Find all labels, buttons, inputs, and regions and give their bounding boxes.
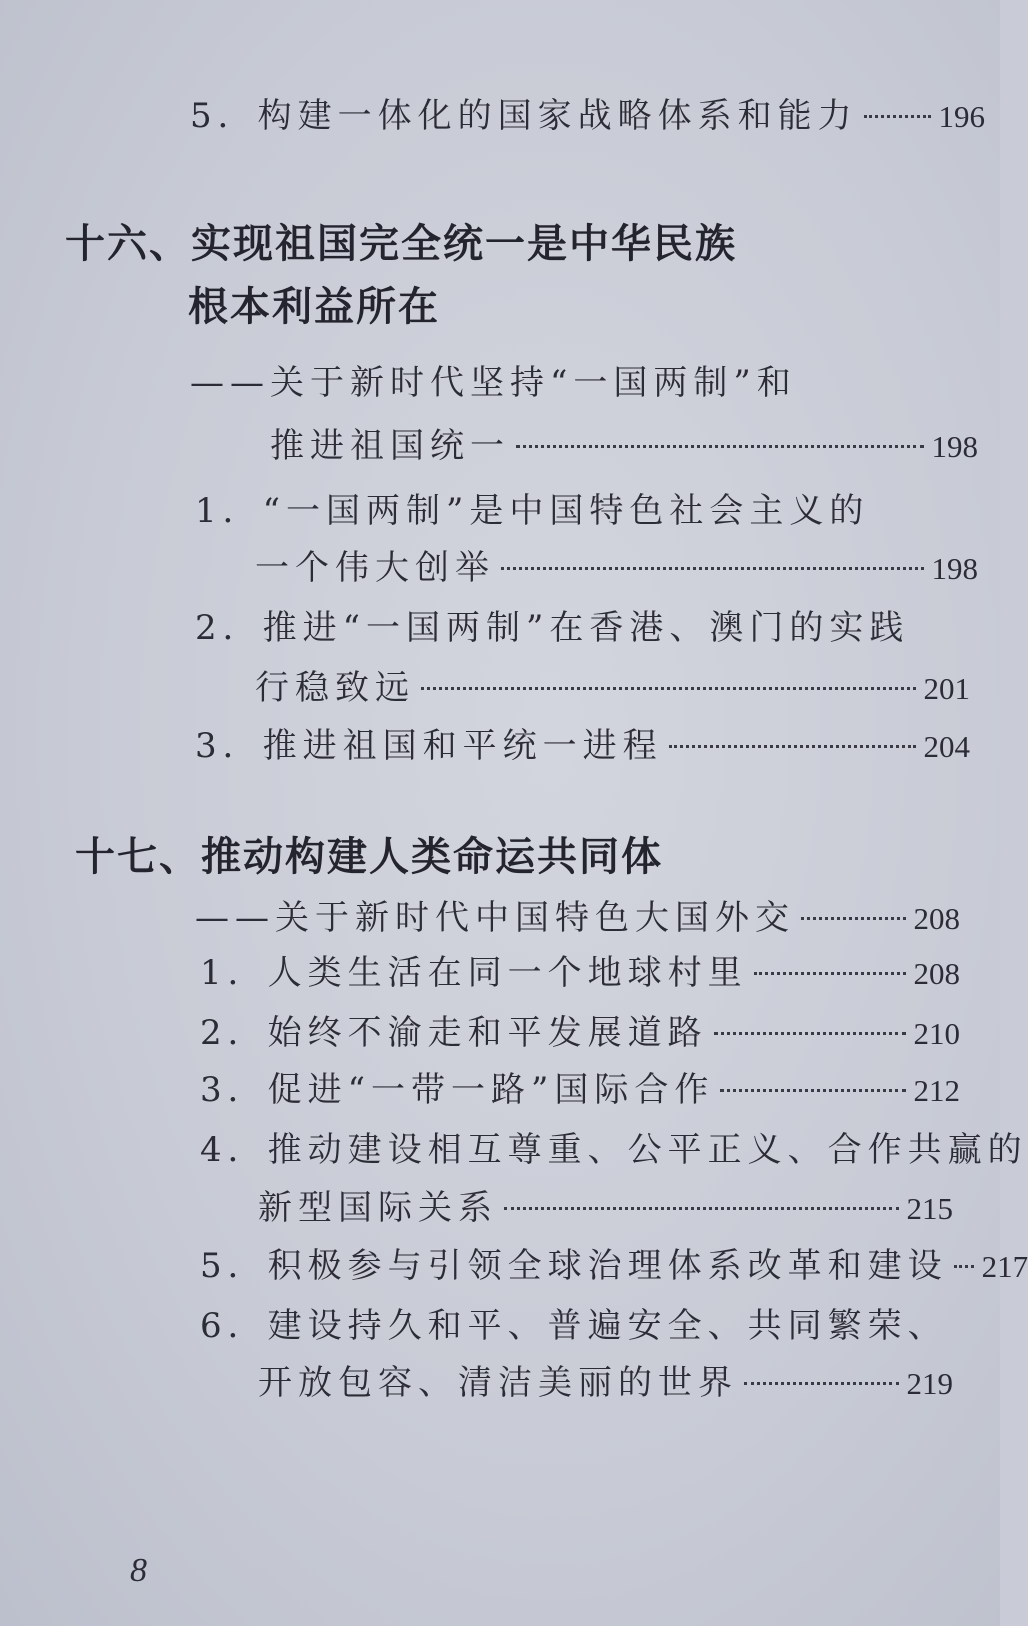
dot-leader bbox=[501, 567, 924, 570]
chapter-subtitle-line: 推进祖国统一 bbox=[270, 426, 510, 466]
chapter-title-line[interactable]: 十七、推动构建人类命运共同体 bbox=[75, 834, 663, 880]
toc-page-number: 196 bbox=[938, 99, 985, 134]
toc-entry[interactable] bbox=[200, 1062, 960, 1111]
toc-entry-title: 开放包容、清洁美丽的世界 bbox=[258, 1363, 738, 1403]
toc-entry[interactable] bbox=[190, 88, 985, 137]
toc-entry[interactable] bbox=[258, 1180, 953, 1229]
toc-entry[interactable] bbox=[200, 945, 960, 994]
dot-leader bbox=[421, 687, 916, 690]
toc-entry[interactable] bbox=[270, 418, 978, 467]
chapter-subtitle-line: ——关于新时代中国特色大国外交 bbox=[195, 898, 795, 938]
dot-leader bbox=[864, 115, 931, 118]
toc-entry-title: 3．推进祖国和平统一进程 bbox=[195, 726, 663, 766]
toc-entry-title: 5．积极参与引领全球治理体系改革和建设 bbox=[200, 1246, 948, 1286]
toc-entry-title[interactable]: 2．推进“一国两制”在香港、澳门的实践 bbox=[195, 608, 910, 648]
toc-entry-title[interactable]: 6．建设持久和平、普遍安全、共同繁荣、 bbox=[200, 1306, 948, 1346]
toc-entry-title: 3．促进“一带一路”国际合作 bbox=[200, 1070, 715, 1110]
toc-entry-title: 行稳致远 bbox=[255, 668, 415, 708]
toc-page-number: 212 bbox=[913, 1073, 960, 1108]
dot-leader bbox=[504, 1207, 899, 1210]
page-folio: 8 bbox=[130, 1552, 147, 1589]
toc-entry[interactable] bbox=[200, 1238, 1028, 1287]
dot-leader bbox=[714, 1032, 906, 1035]
dot-leader bbox=[744, 1382, 899, 1385]
toc-entry[interactable] bbox=[195, 718, 970, 767]
toc-page-number: 210 bbox=[913, 1016, 960, 1051]
toc-page-number: 198 bbox=[931, 429, 978, 464]
chapter-title-line[interactable]: 十六、实现祖国完全统一是中华民族 bbox=[65, 221, 737, 267]
dot-leader bbox=[801, 917, 906, 920]
toc-page-number: 219 bbox=[906, 1366, 953, 1401]
dot-leader bbox=[516, 445, 924, 448]
toc-page-number: 208 bbox=[913, 901, 960, 936]
dot-leader bbox=[754, 972, 906, 975]
toc-entry-title: 5．构建一体化的国家战略体系和能力 bbox=[190, 96, 858, 136]
toc-entry-title: 一个伟大创举 bbox=[255, 548, 495, 588]
toc-entry[interactable] bbox=[255, 660, 970, 709]
toc-entry[interactable] bbox=[258, 1355, 953, 1404]
chapter-title-line[interactable]: 根本利益所在 bbox=[188, 284, 440, 330]
toc-entry-title: 新型国际关系 bbox=[258, 1188, 498, 1228]
chapter-subtitle-line: ——关于新时代坚持“一国两制”和 bbox=[190, 363, 797, 403]
toc-page-number: 198 bbox=[931, 551, 978, 586]
toc-entry-title: 2．始终不渝走和平发展道路 bbox=[200, 1013, 708, 1053]
toc-entry[interactable] bbox=[195, 890, 960, 939]
toc-page-number: 217 bbox=[981, 1249, 1028, 1284]
dot-leader bbox=[669, 745, 916, 748]
toc-entry-title[interactable]: 4．推动建设相互尊重、公平正义、合作共赢的 bbox=[200, 1130, 1028, 1170]
toc-entry-title[interactable]: 1．“一国两制”是中国特色社会主义的 bbox=[195, 491, 870, 531]
toc-entry[interactable] bbox=[200, 1005, 960, 1054]
toc-entry[interactable] bbox=[255, 540, 978, 589]
toc-page-number: 208 bbox=[913, 956, 960, 991]
dot-leader bbox=[954, 1265, 974, 1268]
toc-page-number: 201 bbox=[923, 671, 970, 706]
toc-page-number: 215 bbox=[906, 1191, 953, 1226]
toc-page-number: 204 bbox=[923, 729, 970, 764]
toc-entry-title: 1．人类生活在同一个地球村里 bbox=[200, 953, 748, 993]
dot-leader bbox=[720, 1089, 905, 1092]
